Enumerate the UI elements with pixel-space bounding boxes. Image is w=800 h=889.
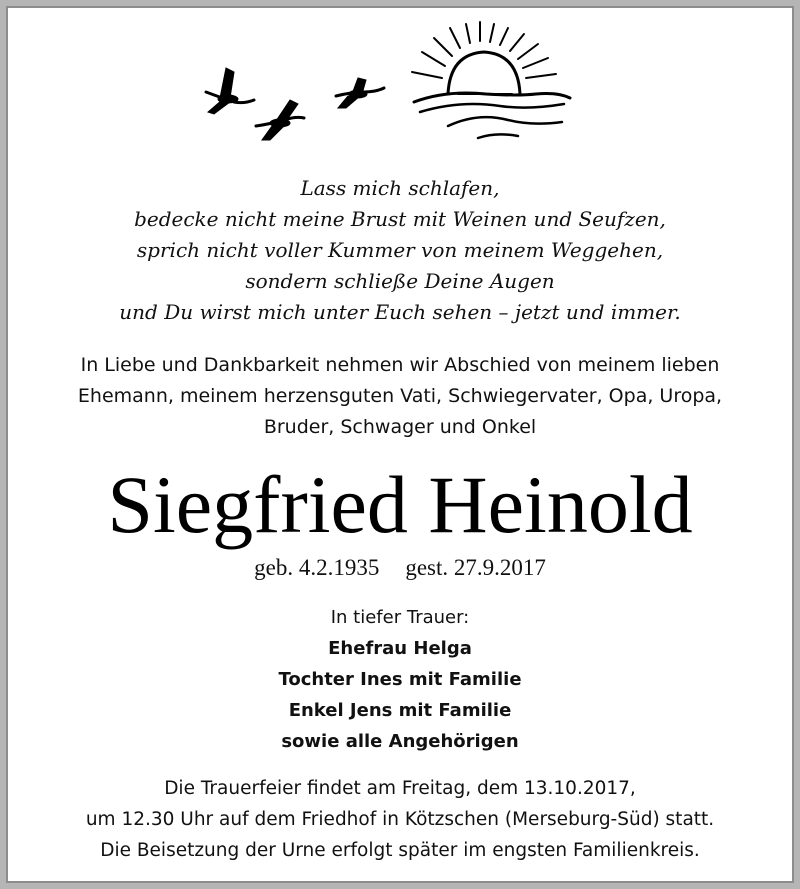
poem-line: sondern schließe Deine Augen: [245, 269, 555, 293]
funeral-line: Die Beisetzung der Urne erfolgt später im engsten Familienkreis.: [100, 840, 700, 861]
mourner-name: Tochter Ines mit Familie: [278, 669, 522, 690]
mourner-name: sowie alle Angehörigen: [281, 731, 519, 752]
flying-bird-icon: [206, 68, 254, 114]
farewell-line: In Liebe und Dankbarkeit nehmen wir Abschied von meinem lieben: [80, 354, 720, 376]
birds-and-sunset-illustration: [8, 8, 796, 168]
mourners-list: [8, 602, 792, 757]
mourners-heading: In tiefer Trauer:: [330, 607, 470, 628]
sunset-icon: [412, 22, 570, 138]
obituary-notice: [6, 6, 794, 883]
poem-line: sprich nicht voller Kummer von meinem Weggehen,: [136, 238, 664, 262]
funeral-line: Die Trauerfeier findet am Freitag, dem 13.10.2017,: [164, 778, 636, 799]
flying-bird-icon: [256, 100, 304, 140]
poem-line: Lass mich schlafen,: [300, 176, 500, 200]
death-date: gest. 27.9.2017: [405, 555, 546, 580]
birth-date: geb. 4.2.1935: [254, 555, 380, 580]
funeral-line: um 12.30 Uhr auf dem Friedhof in Kötzschen (Merseburg-Süd) statt.: [85, 809, 715, 830]
poem-line: bedecke nicht meine Brust mit Weinen und Seufzen,: [134, 207, 666, 231]
mourner-name: Ehefrau Helga: [328, 638, 472, 659]
life-dates: [8, 553, 792, 583]
mourner-name: Enkel Jens mit Familie: [288, 700, 512, 721]
farewell-line: Ehemann, meinem herzensguten Vati, Schwiegervater, Opa, Uropa,: [77, 385, 723, 407]
funeral-details: [8, 773, 792, 866]
poem: [8, 173, 792, 328]
farewell-line: Bruder, Schwager und Onkel: [263, 416, 537, 438]
poem-line: und Du wirst mich unter Euch sehen – jetzt und immer.: [119, 300, 681, 324]
flying-bird-icon: [336, 78, 384, 108]
deceased-name: Siegfried Heinold: [107, 459, 693, 550]
farewell-text: [8, 350, 792, 443]
